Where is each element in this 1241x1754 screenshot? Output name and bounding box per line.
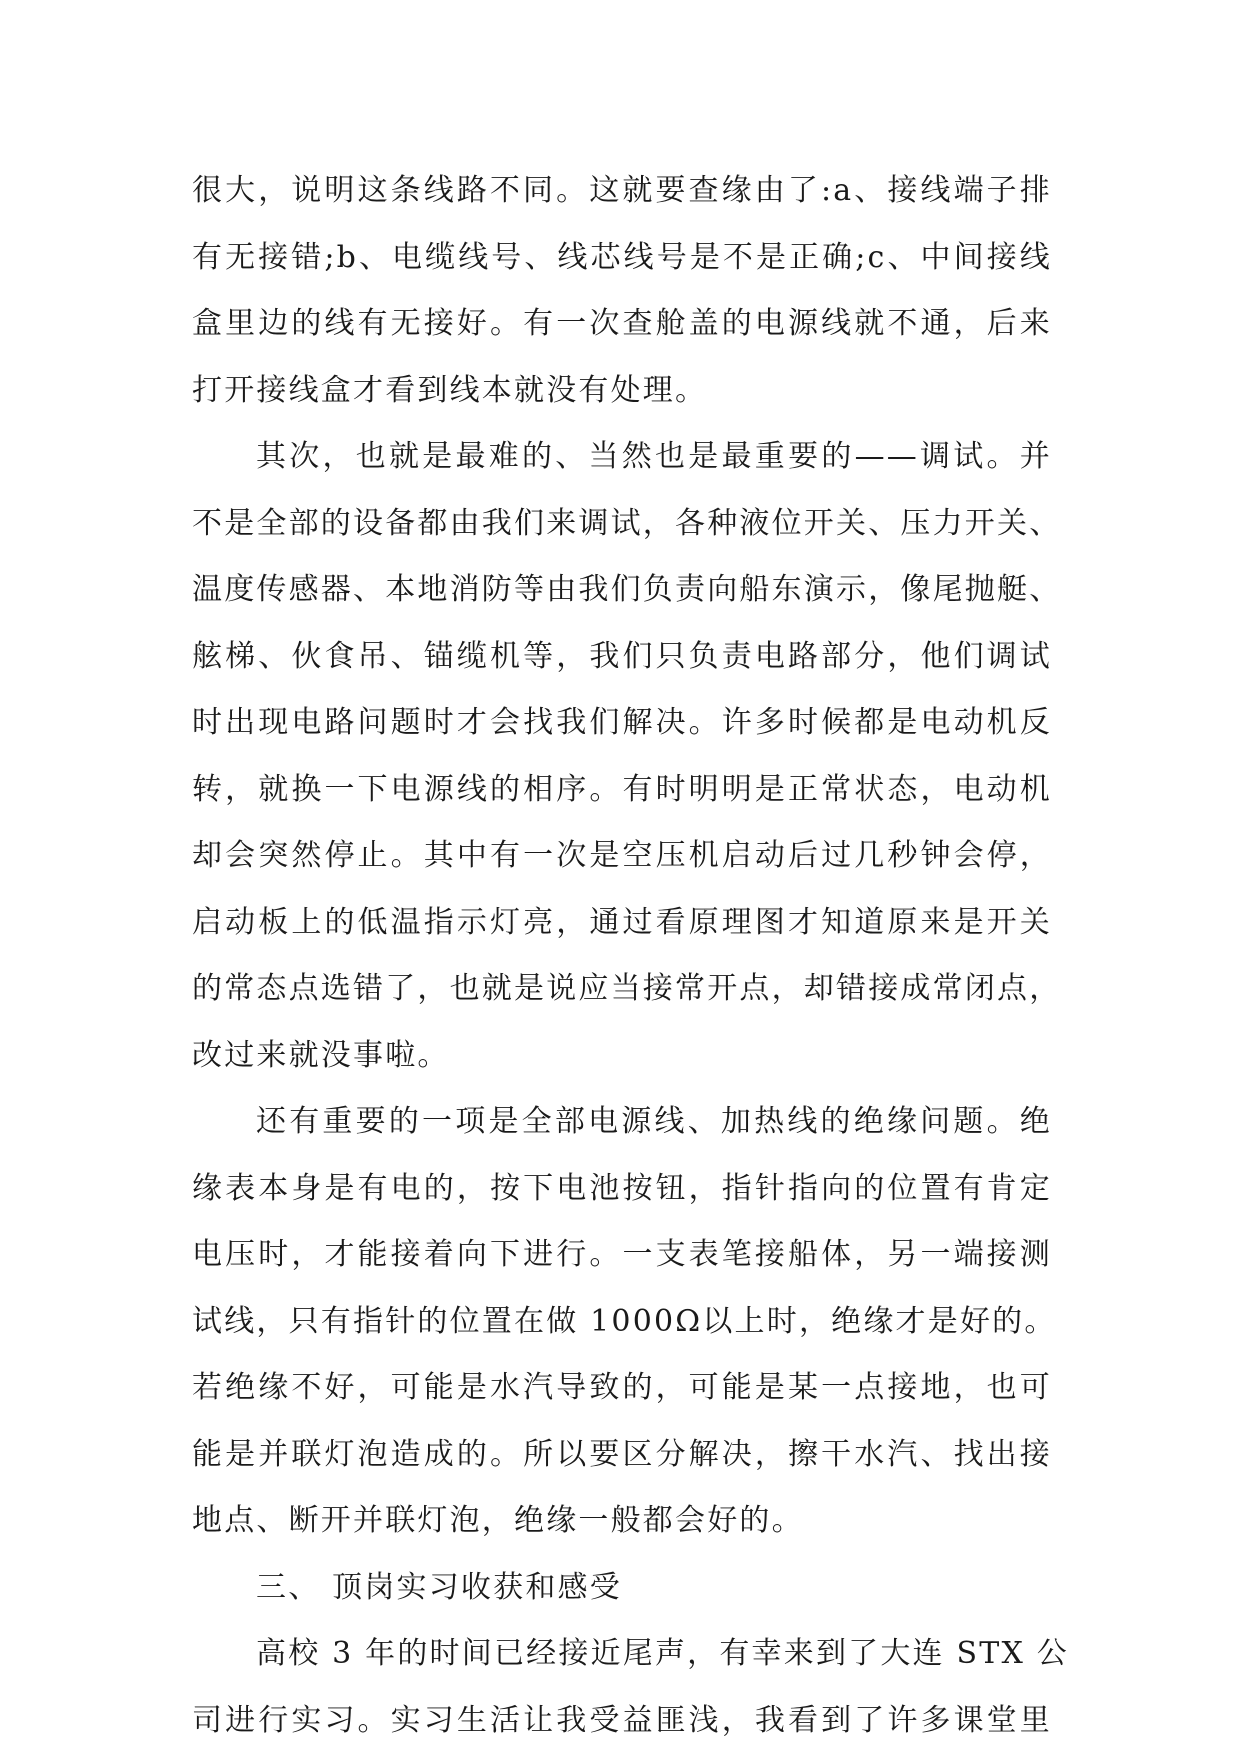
text-line: 改过来就没事啦。 [192,1037,450,1073]
text-line: 还有重要的一项是全部电源线、加热线的绝缘问题。绝 [256,1104,1052,1139]
text-line: 时出现电路问题时才会找我们解决。许多时候都是电动机反 [192,705,1052,740]
text-line: 若绝缘不好，可能是水汽导致的，可能是某一点接地，也可 [192,1370,1052,1405]
text-line: 转，就换一下电源线的相序。有时明明是正常状态，电动机 [192,771,1052,807]
text-line: 能是并联灯泡造成的。所以要区分解决，擦干水汽、找出接 [192,1436,1052,1472]
text-line: 缘表本身是有电的，按下电池按钮，指针指向的位置有肯定 [192,1170,1052,1206]
text-line: 高校 3 年的时间已经接近尾声，有幸来到了大连 STX 公 [256,1636,1069,1671]
text-line: 却会突然停止。其中有一次是空压机启动后过几秒钟会停， [192,838,1052,873]
document-body [192,158,1069,1754]
text-line: 电压时，才能接着向下进行。一支表笔接船体，另一端接测 [192,1237,1052,1272]
text-line: 地点、断开并联灯泡，绝缘一般都会好的。 [192,1503,804,1538]
text-line: 有无接错;b、电缆线号、线芯线号是不是正确;c、中间接线 [192,239,1052,275]
text-line: 盒里边的线有无接好。有一次查舱盖的电源线就不通，后来 [192,306,1052,341]
text-line: 启动板上的低温指示灯亮，通过看原理图才知道原来是开关 [192,904,1052,940]
text-line: 舷梯、伙食吊、锚缆机等，我们只负责电路部分，他们调试 [192,638,1052,674]
text-line: 不是全部的设备都由我们来调试，各种液位开关、压力开关、 [192,505,1062,541]
text-line: 其次，也就是最难的、当然也是最重要的——调试。并 [256,439,1052,474]
text-line: 温度传感器、本地消防等由我们负责向船东演示，像尾抛艇、 [192,572,1062,607]
text-line: 三、 顶岗实习收获和感受 [256,1569,622,1605]
text-line: 司进行实习。实习生活让我受益匪浅，我看到了许多课堂里 [192,1702,1052,1738]
text-line: 的常态点选错了，也就是说应当接常开点，却错接成常闭点， [192,971,1062,1006]
text-line: 打开接线盒才看到线本就没有处理。 [192,372,708,408]
text-line: 试线，只有指针的位置在做 1000Ω以上时，绝缘才是好的。 [192,1303,1057,1339]
text-line: 很大，说明这条线路不同。这就要查缘由了:a、接线端子排 [192,173,1052,208]
